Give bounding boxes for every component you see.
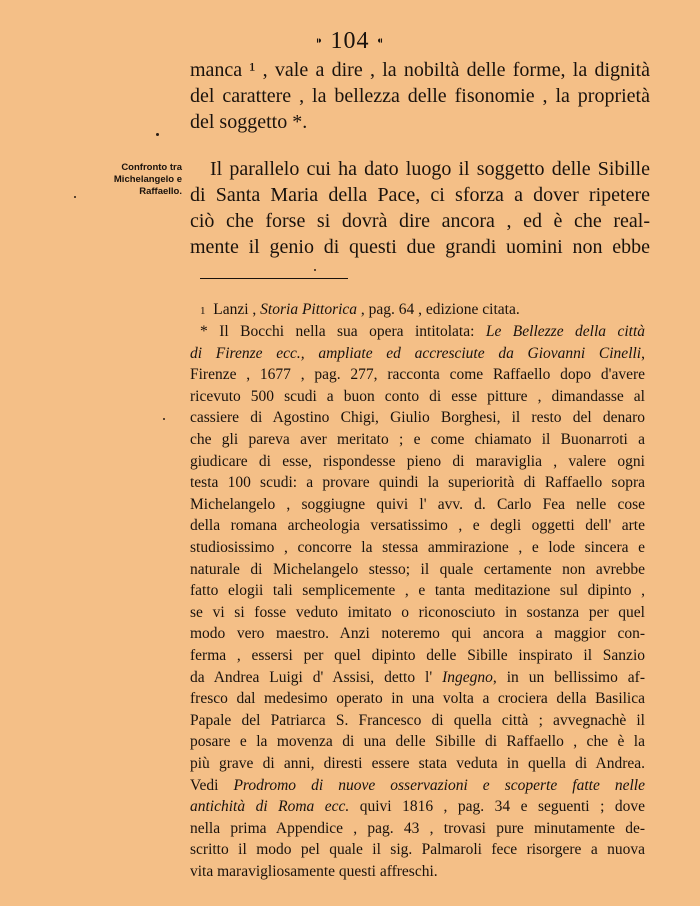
footnote-text: scritto il modo pel quale il sig. Palmaroli fece risorgere a nuova <box>190 841 645 859</box>
footnote-line <box>190 731 645 753</box>
footnote-italic-text: Prodromo di nuove osservazioni e scoperte fatte nelle <box>233 776 645 794</box>
footnote-line <box>190 537 645 559</box>
footnote-line <box>190 602 645 624</box>
footnote-text: della romana archeologia versatissimo , e degli oggetti dell' arte <box>190 517 645 535</box>
footnote-line <box>190 494 645 516</box>
footnote-text: posare e la movenza di una delle Sibille di Raffaello , che è la <box>190 733 645 751</box>
body-line: del soggetto *. <box>190 111 308 133</box>
footnote-line <box>190 861 645 883</box>
footnote-text: vita maravigliosamente questi affreschi. <box>190 863 438 880</box>
footnote-text: nella prima Appendice , pag. 43 , trovasi pure minutamente de- <box>190 819 645 837</box>
footnote-text: naturale di Michelangelo stesso; il quale certamente non avrebbe <box>190 560 645 578</box>
footnote-text: giudicare di esse, rispondesse pieno di maraviglia , valere ogni <box>190 452 645 470</box>
footnote-line <box>190 386 645 408</box>
left-ornament: ⁍ <box>315 34 324 50</box>
footnote-text: cassiere di Agostino Chigi, Giulio Borghesi, il resto del denaro <box>190 409 645 427</box>
footnote-text: più grave di anni, diresti essere stata veduta in quella di Andrea. <box>190 755 645 772</box>
footnote-line <box>190 839 645 861</box>
footnote-text: Lanzi , <box>213 301 261 318</box>
body-line: manca ¹ , vale a dire , la nobiltà delle forme, la dignità <box>190 59 650 81</box>
footnote-italic-text: di Firenze ecc., ampliate ed accresciute da Giovanni Cinelli <box>190 344 642 362</box>
footnote-line <box>190 407 645 429</box>
footnote-line <box>200 321 645 343</box>
footnote-line <box>190 429 645 451</box>
body-line: del carattere , la bellezza delle fisonomie , la proprietà <box>190 85 650 107</box>
footnote-text: Firenze , 1677 , pag. 277, racconta come Raffaello dopo d'avere <box>190 366 645 384</box>
footnote-line <box>190 559 645 581</box>
footnote-text: ricevuto 500 scudi a buon conto di esse pitture , dimandasse al <box>190 387 645 405</box>
footnote-text: fresco dal medesimo operato in una volta a crociera della Basilica <box>190 690 645 708</box>
speck <box>74 196 76 198</box>
speck <box>163 418 165 420</box>
margin-note-line: Confronto tra <box>121 162 182 173</box>
footnote-text: quivi 1816 , pag. 34 e seguenti ; dove <box>349 798 645 816</box>
margin-note <box>90 162 182 198</box>
footnote-line <box>190 796 645 818</box>
footnote-italic-text: Le Bellezze della città <box>485 323 646 340</box>
footnote-line <box>190 343 645 365</box>
footnote-text: studiosissimo , concorre la stessa ammirazione , e lode sincera e <box>190 539 645 556</box>
right-ornament: ⁌ <box>376 34 385 50</box>
body-line: ciò che forse si dovrà dire ancora , ed è che real- <box>190 210 650 232</box>
margin-note-line: Raffaello. <box>139 186 182 197</box>
footnote-line <box>190 688 645 710</box>
footnote-line <box>190 364 645 386</box>
speck <box>314 269 316 271</box>
footnote-text: modo vero maestro. Anzi noteremo qui ancora a maggior con- <box>190 625 645 643</box>
footnote-line <box>190 775 645 797</box>
footnote-line <box>190 623 645 645</box>
footnote-marker: 1 <box>200 305 206 317</box>
footnote-line <box>190 667 645 689</box>
footnote-text: , in un bellissimo af- <box>492 668 645 686</box>
page-number-value: 104 <box>330 28 370 54</box>
footnote-italic-text: antichità di Roma ecc. <box>190 798 350 816</box>
page-number <box>0 28 700 55</box>
speck <box>156 133 159 136</box>
footnote-text: Vedi <box>190 776 234 794</box>
footnote-line <box>190 515 645 537</box>
footnote-text: * Il Bocchi nella sua opera intitolata: <box>200 323 486 340</box>
footnote-line <box>190 753 645 775</box>
footnote-text: Papale del Patriarca S. Francesco di quella città ; avvegnachè il <box>190 711 645 729</box>
footnote-text: Michelangelo , soggiugne quivi l' avv. d. Carlo Fea nelle cose <box>190 495 645 513</box>
footnote-1 <box>200 299 645 323</box>
footnote-text: , pag. 64 , edizione citata. <box>357 301 520 318</box>
footnote-title: Storia Pittorica <box>260 301 358 318</box>
body-line: Il parallelo cui ha dato luogo il soggetto delle Sibille <box>210 158 650 180</box>
footnote-line <box>190 818 645 840</box>
footnote-italic-text: Ingegno <box>442 668 493 686</box>
footnote-text: , <box>641 344 645 362</box>
footnote-line <box>190 645 645 667</box>
body-line: di Santa Maria della Pace, ci sforza a dover ripetere <box>190 184 650 206</box>
footnote-line <box>190 710 645 732</box>
footnote-line <box>190 580 645 602</box>
footnote-text: testa 100 scudi: a provare quindi la superiorità di Raffaello sopra <box>190 474 645 492</box>
footnote-text: ferma , essersi per quel dipinto delle Sibille inspirato il Sanzio <box>190 647 645 664</box>
footnote-line <box>190 451 645 473</box>
footnote-text: fatto elogii tali semplicemente , e tanta meditazione sul dipinto , <box>190 582 645 600</box>
footnote-text: da Andrea Luigi d' Assisi, detto l' <box>190 668 443 686</box>
margin-note-line: Michelangelo e <box>113 174 182 185</box>
body-line: mente il genio di questi due grandi uomini non ebbe <box>190 236 650 258</box>
footnote-text: se vi si fosse veduto imitato o riconosciuto in sostanza per quel <box>190 603 645 621</box>
footnote-line <box>190 472 645 494</box>
footnote-separator <box>200 278 348 279</box>
footnote-text: che gli pareva aver meritato ; e come chiamato il Buonarroti a <box>190 431 645 448</box>
